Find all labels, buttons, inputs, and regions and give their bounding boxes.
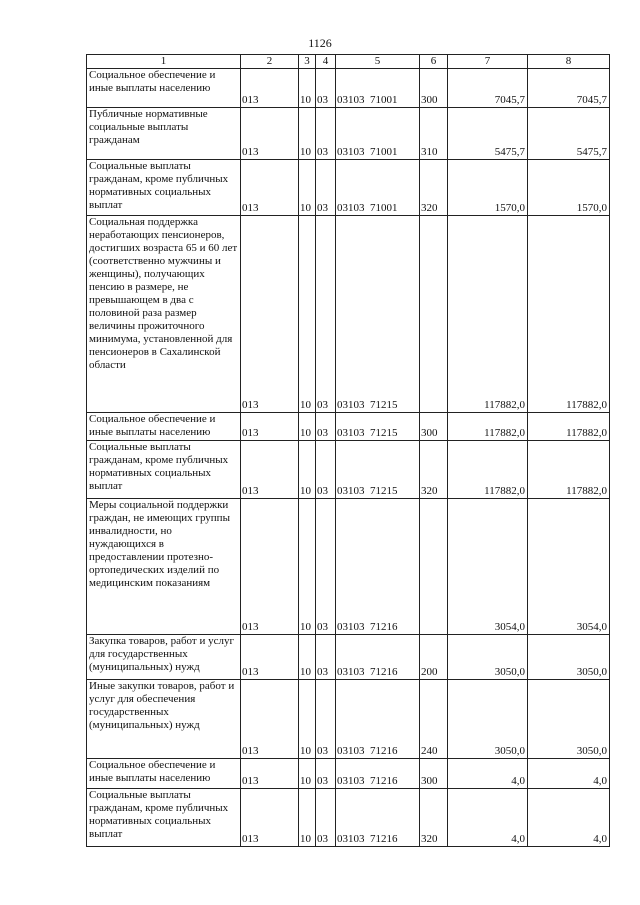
cell-col3: 10 [299,680,316,759]
table-row [87,789,610,847]
cell-col3: 10 [299,216,316,413]
table-row [87,759,610,789]
cell-col4: 03 [316,441,336,499]
cell-col6: 240 [420,680,448,759]
cell-col3: 10 [299,413,316,441]
table-row [87,680,610,759]
cell-col6: 320 [420,160,448,216]
cell-col8: 3050,0 [528,635,610,680]
row-name: Социальные выплаты гражданам, кроме публичных нормативных социальных выплат [87,160,241,216]
cell-col2: 013 [241,108,299,160]
cell-col4: 03 [316,160,336,216]
cell-col6: 300 [420,413,448,441]
cell-col5: 03103 71001 [336,69,420,108]
cell-col2: 013 [241,413,299,441]
row-name: Социальное обеспечение и иные выплаты населению [87,413,241,441]
row-name: Закупка товаров, работ и услуг для государственных (муниципальных) нужд [87,635,241,680]
cell-col8: 117882,0 [528,441,610,499]
cell-col4: 03 [316,69,336,108]
cell-col5: 03103 71216 [336,635,420,680]
cell-col5: 03103 71215 [336,216,420,413]
row-name: Социальное обеспечение и иные выплаты населению [87,69,241,108]
cell-col3: 10 [299,69,316,108]
cell-col8: 1570,0 [528,160,610,216]
cell-col7: 1570,0 [448,160,528,216]
cell-col4: 03 [316,216,336,413]
cell-col4: 03 [316,108,336,160]
cell-col7: 4,0 [448,789,528,847]
cell-col7: 117882,0 [448,413,528,441]
column-header: 2 [241,55,299,69]
cell-col7: 4,0 [448,759,528,789]
cell-col3: 10 [299,635,316,680]
cell-col7: 5475,7 [448,108,528,160]
cell-col2: 013 [241,216,299,413]
cell-col7: 117882,0 [448,441,528,499]
cell-col7: 3050,0 [448,635,528,680]
cell-col5: 03103 71216 [336,759,420,789]
cell-col8: 3050,0 [528,680,610,759]
cell-col6: 300 [420,69,448,108]
cell-col8: 4,0 [528,759,610,789]
row-name: Меры социальной поддержки граждан, не имеющих группы инвалидности, но нуждающихся в предоставлении протезно-ортопедических изделий по медицинским показаниям [87,499,241,635]
cell-col5: 03103 71215 [336,441,420,499]
cell-col6: 300 [420,759,448,789]
header-row [87,55,610,69]
cell-col6 [420,216,448,413]
cell-col6: 310 [420,108,448,160]
cell-col8: 117882,0 [528,216,610,413]
cell-col3: 10 [299,108,316,160]
cell-col8: 3054,0 [528,499,610,635]
cell-col3: 10 [299,789,316,847]
table-row [87,160,610,216]
row-name: Публичные нормативные социальные выплаты гражданам [87,108,241,160]
page-number: 1126 [308,36,332,50]
cell-col8: 117882,0 [528,413,610,441]
row-name: Иные закупки товаров, работ и услуг для обеспечения государственных (муниципальных) нужд [87,680,241,759]
cell-col2: 013 [241,69,299,108]
table-row [87,108,610,160]
table-row [87,635,610,680]
cell-col2: 013 [241,499,299,635]
cell-col3: 10 [299,160,316,216]
cell-col4: 03 [316,759,336,789]
cell-col3: 10 [299,759,316,789]
cell-col2: 013 [241,441,299,499]
row-name: Социальное обеспечение и иные выплаты населению [87,759,241,789]
table-row [87,216,610,413]
row-name: Социальные выплаты гражданам, кроме публичных нормативных социальных выплат [87,789,241,847]
cell-col4: 03 [316,413,336,441]
table-row [87,413,610,441]
column-header: 6 [420,55,448,69]
row-name: Социальные выплаты гражданам, кроме публичных нормативных социальных выплат [87,441,241,499]
budget-table [86,54,610,847]
column-header: 4 [316,55,336,69]
cell-col5: 03103 71001 [336,108,420,160]
cell-col4: 03 [316,635,336,680]
cell-col5: 03103 71001 [336,160,420,216]
column-header: 7 [448,55,528,69]
cell-col7: 117882,0 [448,216,528,413]
cell-col7: 3050,0 [448,680,528,759]
column-header: 3 [299,55,316,69]
cell-col7: 3054,0 [448,499,528,635]
cell-col2: 013 [241,160,299,216]
cell-col2: 013 [241,635,299,680]
cell-col6: 320 [420,441,448,499]
cell-col7: 7045,7 [448,69,528,108]
table-row [87,499,610,635]
cell-col8: 4,0 [528,789,610,847]
cell-col6: 200 [420,635,448,680]
cell-col6: 320 [420,789,448,847]
table-row [87,69,610,108]
column-header: 1 [87,55,241,69]
cell-col3: 10 [299,499,316,635]
cell-col4: 03 [316,680,336,759]
cell-col6 [420,499,448,635]
column-header: 5 [336,55,420,69]
cell-col5: 03103 71216 [336,789,420,847]
cell-col8: 7045,7 [528,69,610,108]
cell-col4: 03 [316,789,336,847]
cell-col2: 013 [241,680,299,759]
column-header: 8 [528,55,610,69]
cell-col4: 03 [316,499,336,635]
cell-col3: 10 [299,441,316,499]
cell-col2: 013 [241,759,299,789]
cell-col5: 03103 71215 [336,413,420,441]
cell-col5: 03103 71216 [336,499,420,635]
cell-col5: 03103 71216 [336,680,420,759]
row-name: Социальная поддержка неработающих пенсионеров, достигших возраста 65 и 60 лет (соответственно мужчины и женщины), получающих пенсию в размере, не превышающем в два с половиной раза размер величины прожиточного минимума, установленной для пенсионеров в Сахалинской области [87,216,241,413]
table-row [87,441,610,499]
cell-col8: 5475,7 [528,108,610,160]
cell-col2: 013 [241,789,299,847]
